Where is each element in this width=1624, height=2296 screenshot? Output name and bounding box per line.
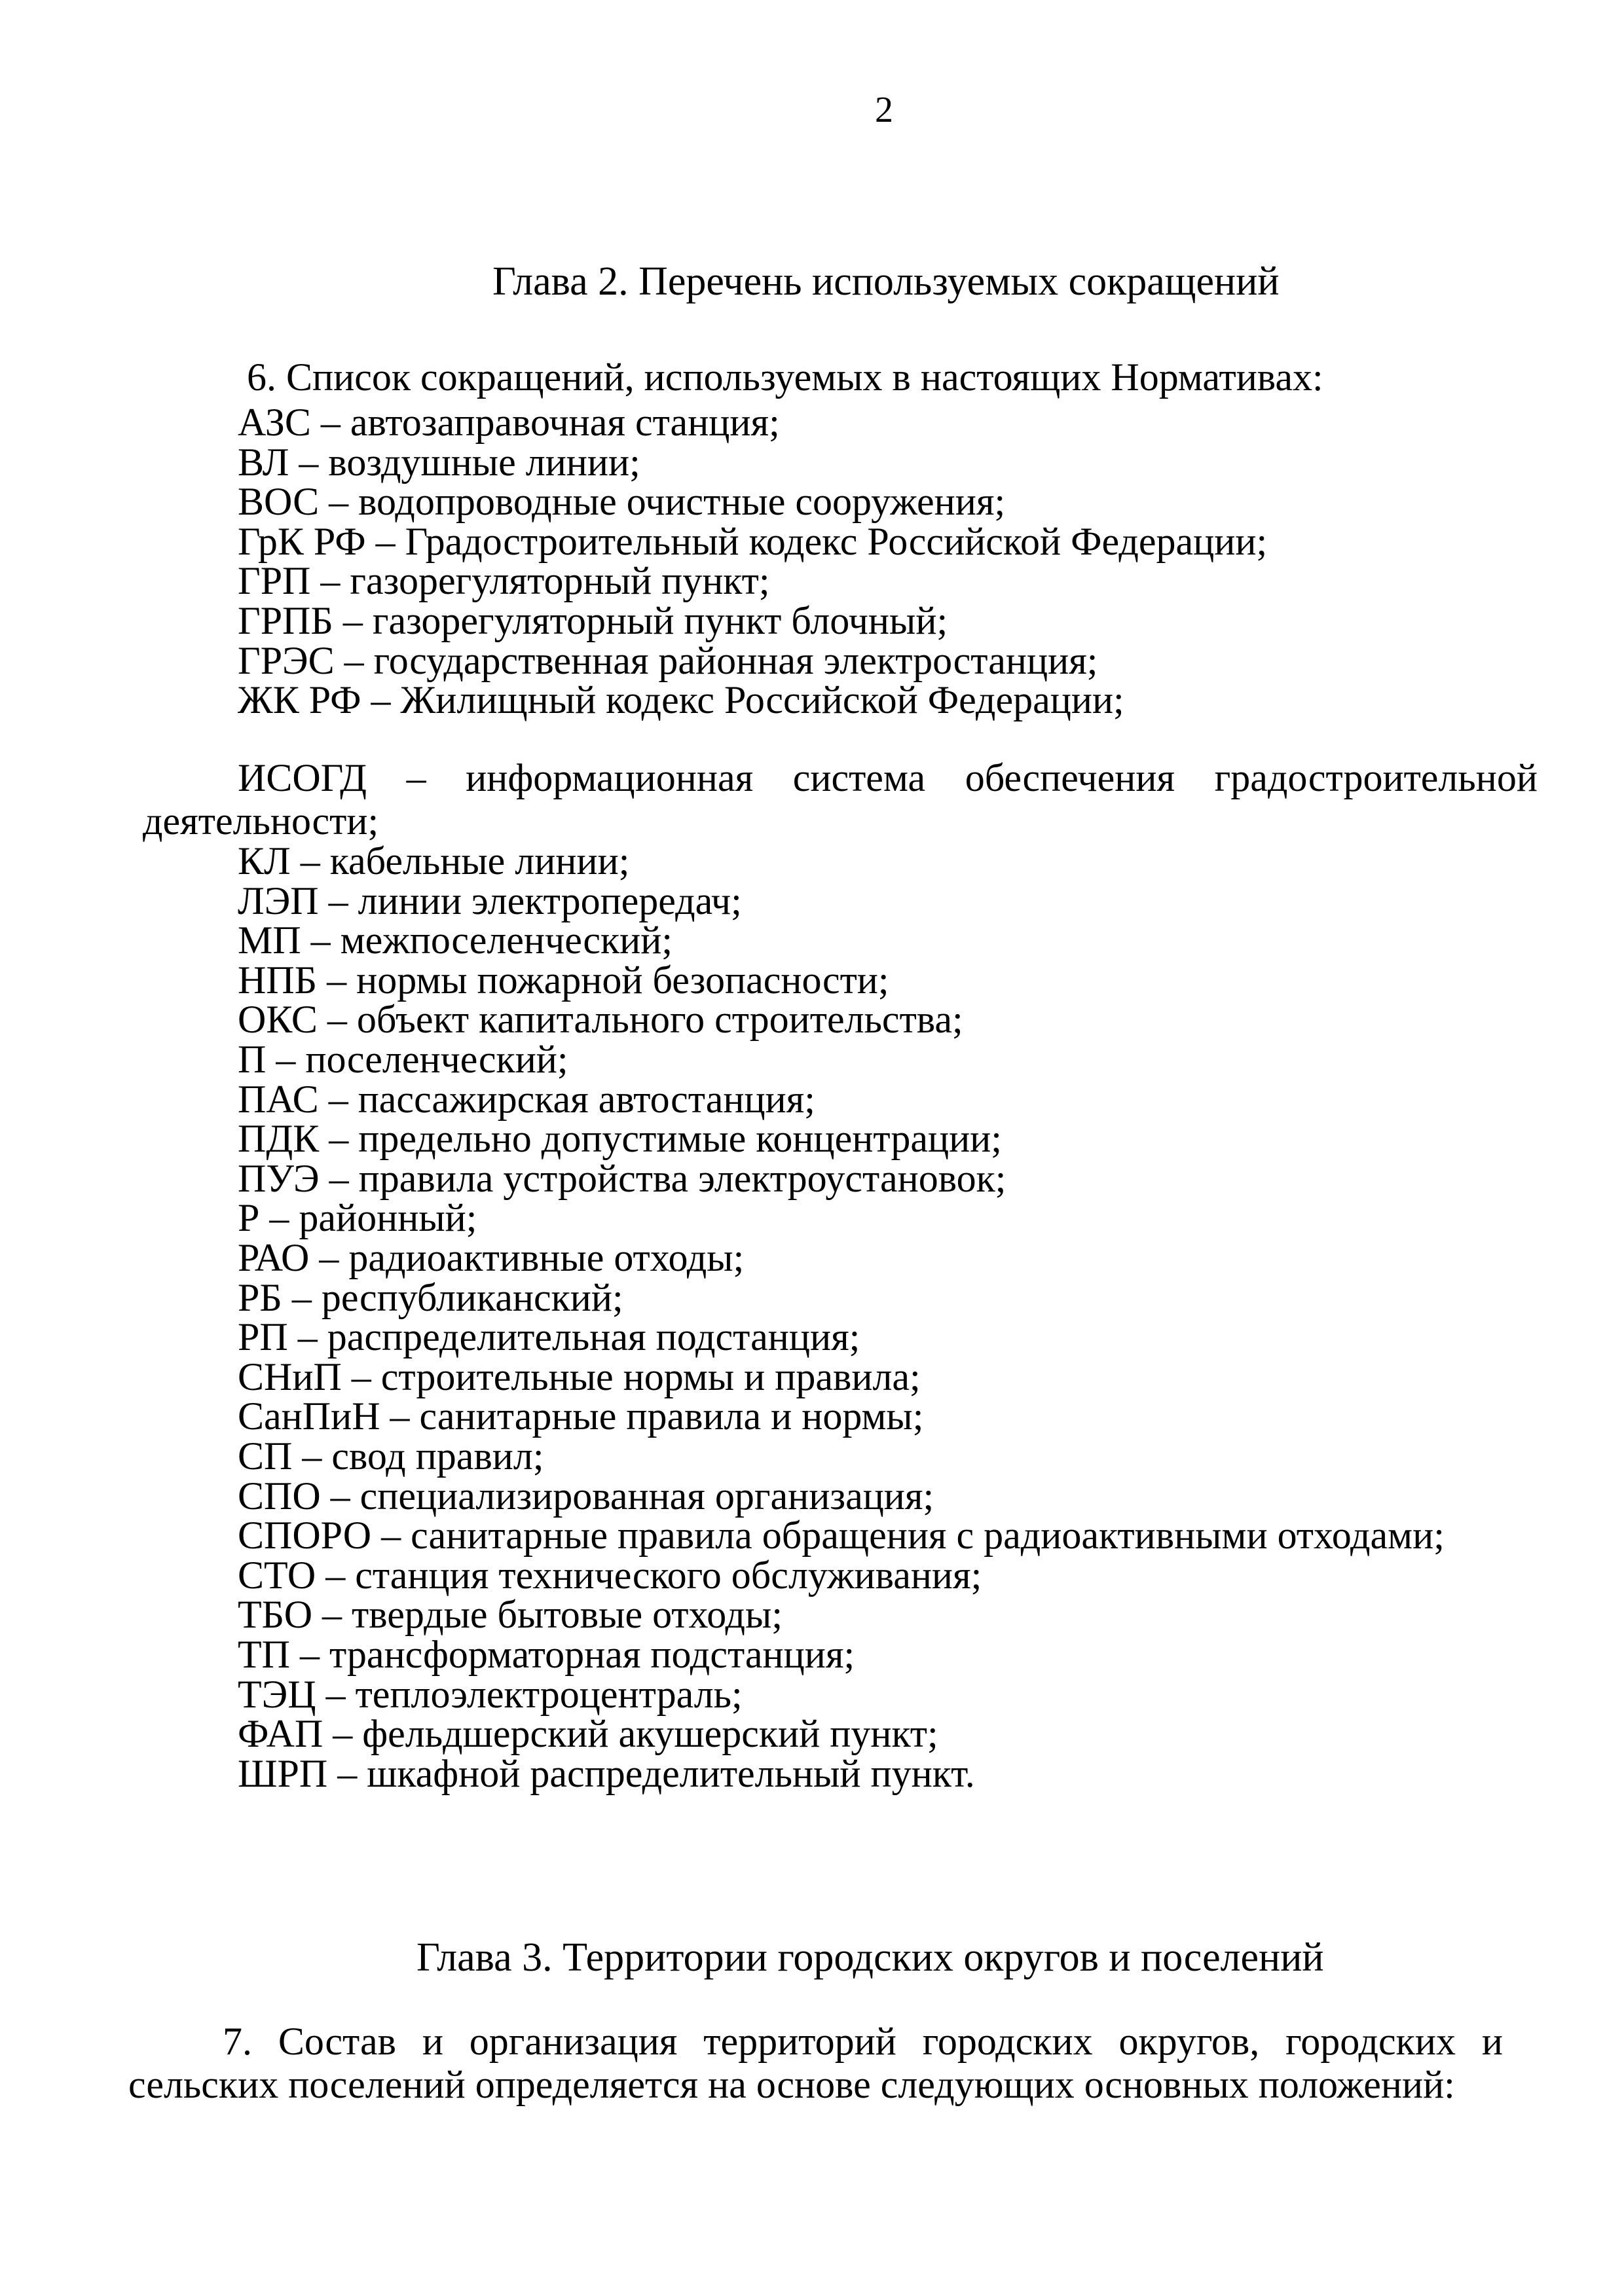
page-number: 2: [875, 90, 893, 130]
paragraph-7-word: 7.: [223, 2020, 252, 2063]
abbreviation-item: ТП – трансформаторная подстанция;: [238, 1633, 855, 1676]
abbreviation-item: РП – распределительная подстанция;: [238, 1315, 860, 1358]
paragraph-7-word: организация: [469, 2020, 678, 2063]
abbreviation-item: ШРП – шкафной распределительный пункт.: [238, 1752, 975, 1795]
abbreviation-item: ПАС – пассажирская автостанция;: [238, 1078, 815, 1121]
abbreviation-item: СНиП – строительные нормы и правила;: [238, 1355, 921, 1398]
abbreviation-item: ФАП – фельдшерский акушерский пункт;: [238, 1712, 938, 1755]
paragraph-7-word: Состав: [278, 2020, 396, 2063]
abbreviation-item: Р – районный;: [238, 1196, 477, 1239]
paragraph-7-continuation: сельских поселений определяется на основе следующих основных положений:: [128, 2063, 1455, 2106]
abbreviation-item: РБ – республиканский;: [238, 1276, 623, 1319]
paragraph-7-word: и: [1481, 2020, 1503, 2063]
abbreviation-item: СТО – станция технического обслуживания;: [238, 1554, 982, 1597]
paragraph-7-word: городских: [1285, 2020, 1456, 2063]
isogd-word: градостроительной: [1214, 756, 1538, 799]
abbreviation-item: ГРПБ – газорегуляторный пункт блочный;: [238, 599, 948, 642]
abbreviation-item: ОКС – объект капитального строительства;: [238, 998, 963, 1041]
paragraph-7-word: округов,: [1118, 2020, 1260, 2063]
abbreviation-item: ГрК РФ – Градостроительный кодекс Российской Федерации;: [238, 520, 1268, 563]
chapter-2-title: Глава 2. Перечень используемых сокращений: [492, 259, 1280, 304]
abbreviation-item: ПУЭ – правила устройства электроустановок;: [238, 1157, 1006, 1200]
abbreviation-item: КЛ – кабельные линии;: [238, 839, 630, 883]
abbreviation-item: РАО – радиоактивные отходы;: [238, 1236, 745, 1279]
paragraph-7-word: городских: [922, 2020, 1093, 2063]
isogd-word: –: [406, 756, 426, 799]
abbreviation-item: ЛЭП – линии электропередач;: [238, 879, 742, 922]
abbreviation-item: ТБО – твердые бытовые отходы;: [238, 1593, 783, 1636]
paragraph-7-word: территорий: [703, 2020, 896, 2063]
chapter-3-title: Глава 3. Территории городских округов и поселений: [416, 1935, 1324, 1980]
abbreviation-item: ВЛ – воздушные линии;: [238, 441, 640, 484]
abbreviation-item: ЖК РФ – Жилищный кодекс Российской Федерации;: [238, 678, 1124, 721]
abbreviation-item: МП – межпоселенческий;: [238, 919, 673, 962]
abbreviation-item: ТЭЦ – теплоэлектроцентраль;: [238, 1673, 743, 1716]
abbreviation-item: АЗС – автозаправочная станция;: [238, 401, 780, 444]
abbreviation-item: ГРЭС – государственная районная электростанция;: [238, 639, 1098, 682]
isogd-word: система: [792, 756, 926, 799]
abbreviations-intro: 6. Список сокращений, используемых в настоящих Нормативах:: [247, 355, 1323, 399]
abbreviation-item: ВОС – водопроводные очистные сооружения;: [238, 480, 1006, 523]
abbreviation-item: ГРП – газорегуляторный пункт;: [238, 559, 770, 602]
abbreviation-item: СПОРО – санитарные правила обращения с радиоактивными отходами;: [238, 1514, 1445, 1557]
isogd-word: информационная: [466, 756, 754, 799]
abbreviation-item: СП – свод правил;: [238, 1434, 544, 1478]
abbreviation-item: П – поселенческий;: [238, 1038, 568, 1081]
paragraph-7-word: и: [422, 2020, 443, 2063]
abbreviation-item: НПБ – нормы пожарной безопасности;: [238, 958, 889, 1002]
isogd-word: ИСОГД: [238, 756, 367, 799]
abbreviation-item: СанПиН – санитарные правила и нормы;: [238, 1394, 924, 1438]
paragraph-7-first-line: [223, 2020, 1503, 2063]
abbreviation-item: ПДК – предельно допустимые концентрации;: [238, 1117, 1002, 1160]
abbreviation-item: СПО – специализированная организация;: [238, 1474, 934, 1518]
abbreviation-isogd-continuation: деятельности;: [143, 799, 379, 843]
isogd-word: обеспечения: [965, 756, 1175, 799]
